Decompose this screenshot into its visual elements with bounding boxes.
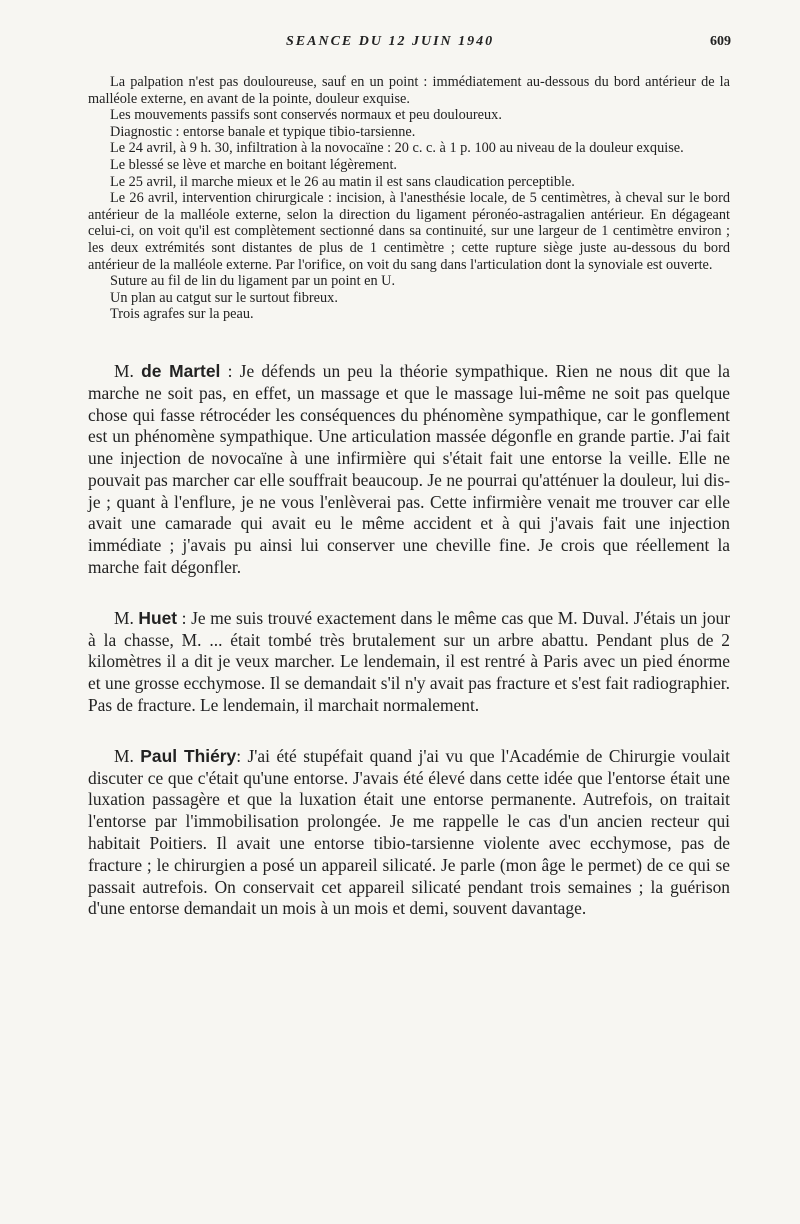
speaker-name: de Martel xyxy=(141,360,221,381)
intervention-text: : Je défends un peu la théorie sympathique. Rien ne nous dit que la marche ne soit pas, en effet, un massage et que le massage lui-même ne soit pas quelque chose qui fasse rétrocéder les conséquences du phénomène sympathique, car le gonflement est un phénomène sympathique. Une articulation massée dégonfle en grande partie. J'ai fait une injection de novocaïne à une infirmière qui s'était fait une entorse la veille. Elle ne pouvait pas marcher car elle souffrait beaucoup. Je ne pourrai qu'atténuer la douleur, lui dis-je ; quant à l'enflure, je ne vous l'enlèverai pas. Cette infirmière venait me trouver car elle avait une camarade qui avait eu le même accident et à qui j'avais fait une injection immédiate ; j'avais pu ainsi lui conserver une cheville fine. Je crois que réellement la marche fait dégonfler. xyxy=(88,360,730,578)
speaker-title: M. xyxy=(114,607,139,628)
page-number: 609 xyxy=(710,34,731,49)
speaker-title: M. xyxy=(114,360,142,381)
intervention-text: : J'ai été stupéfait quand j'ai vu que l'Académie de Chirurgie voulait discuter ce que c'était qu'une entorse. J'avais été élevé dans cette idée que l'entorse était une luxation passagère et que la luxation était une entorse permanente. Autrefois, on traitait l'entorse par l'immobilisation prolongée. Je me rappelle le cas d'un ancien recteur qui habitait Poitiers. Il avait une entorse tibio-tarsienne violente avec ecchymose, pas de fracture ; le chirurgien a posé un appareil silicaté. Je parle (mon âge le permet) de ce qui se passait autrefois. On conservait cet appareil silicaté pendant trois semaines ; la guérison d'une entorse demandait un mois à un mois et demi, souvent davantage. xyxy=(88,745,730,919)
intervention-thiery xyxy=(88,746,730,920)
case-paragraph: Trois agrafes sur la peau. xyxy=(110,306,254,323)
case-paragraph: Suture au fil de lin du ligament par un point en U. xyxy=(110,273,396,290)
intervention-huet xyxy=(88,608,730,717)
speaker-title: M. xyxy=(114,745,141,766)
case-paragraph: Le 25 avril, il marche mieux et le 26 au matin il est sans claudication perceptible. xyxy=(110,173,575,190)
intervention-martel xyxy=(88,361,730,579)
case-paragraph: Le 24 avril, à 9 h. 30, infiltration à la novocaïne : 20 c. c. à 1 p. 100 au niveau de la douleur exquise. xyxy=(110,140,684,157)
case-report xyxy=(88,74,730,323)
case-paragraph: Le 26 avril, intervention chirurgicale : incision, à l'anesthésie locale, de 5 centimètres, à cheval sur le bord antérieur de la malléole externe, selon la direction du ligament péronéo-astragalien antérieur. En dégageant celui-ci, on voit qu'il est complètement sectionné dans sa continuité, sur une largeur de 1 centimètre environ ; les deux extrémités sont distantes de plus de 1 centimètre ; cette rupture siège juste au-dessous du bord antérieur de la malléole externe. Par l'orifice, on voit du sang dans l'articulation dont la synoviale est ouverte. xyxy=(88,190,730,273)
case-paragraph: Le blessé se lève et marche en boitant légèrement. xyxy=(110,156,397,173)
discussion xyxy=(88,361,730,920)
case-paragraph: La palpation n'est pas douloureuse, sauf en un point : immédiatement au-dessous du bord antérieur de la malléole externe, en avant de la pointe, douleur exquise. xyxy=(88,74,730,107)
case-paragraph: Diagnostic : entorse banale et typique tibio-tarsienne. xyxy=(110,123,416,140)
speaker-name: Paul Thiéry xyxy=(140,745,237,766)
speaker-name: Huet xyxy=(138,607,178,628)
case-paragraph: Un plan au catgut sur le surtout fibreux. xyxy=(110,289,338,306)
document-page xyxy=(88,32,730,920)
page-header xyxy=(88,32,730,56)
running-title: SEANCE DU 12 JUIN 1940 xyxy=(286,34,495,49)
case-paragraph: Les mouvements passifs sont conservés normaux et peu douloureux. xyxy=(110,107,502,124)
intervention-text: : Je me suis trouvé exactement dans le même cas que M. Duval. J'étais un jour à la chasse, M. ... était tombé très brutalement sur un arbre abattu. Pendant plus de 2 kilomètres il a dit je veux marcher. Le lendemain, il est rentré à Paris avec un pied énorme et une grosse ecchymose. Il se demandait s'il n'y avait pas fracture et s'est fait radiographier. Pas de fracture. Le lendemain, il marchait normalement. xyxy=(88,607,730,716)
